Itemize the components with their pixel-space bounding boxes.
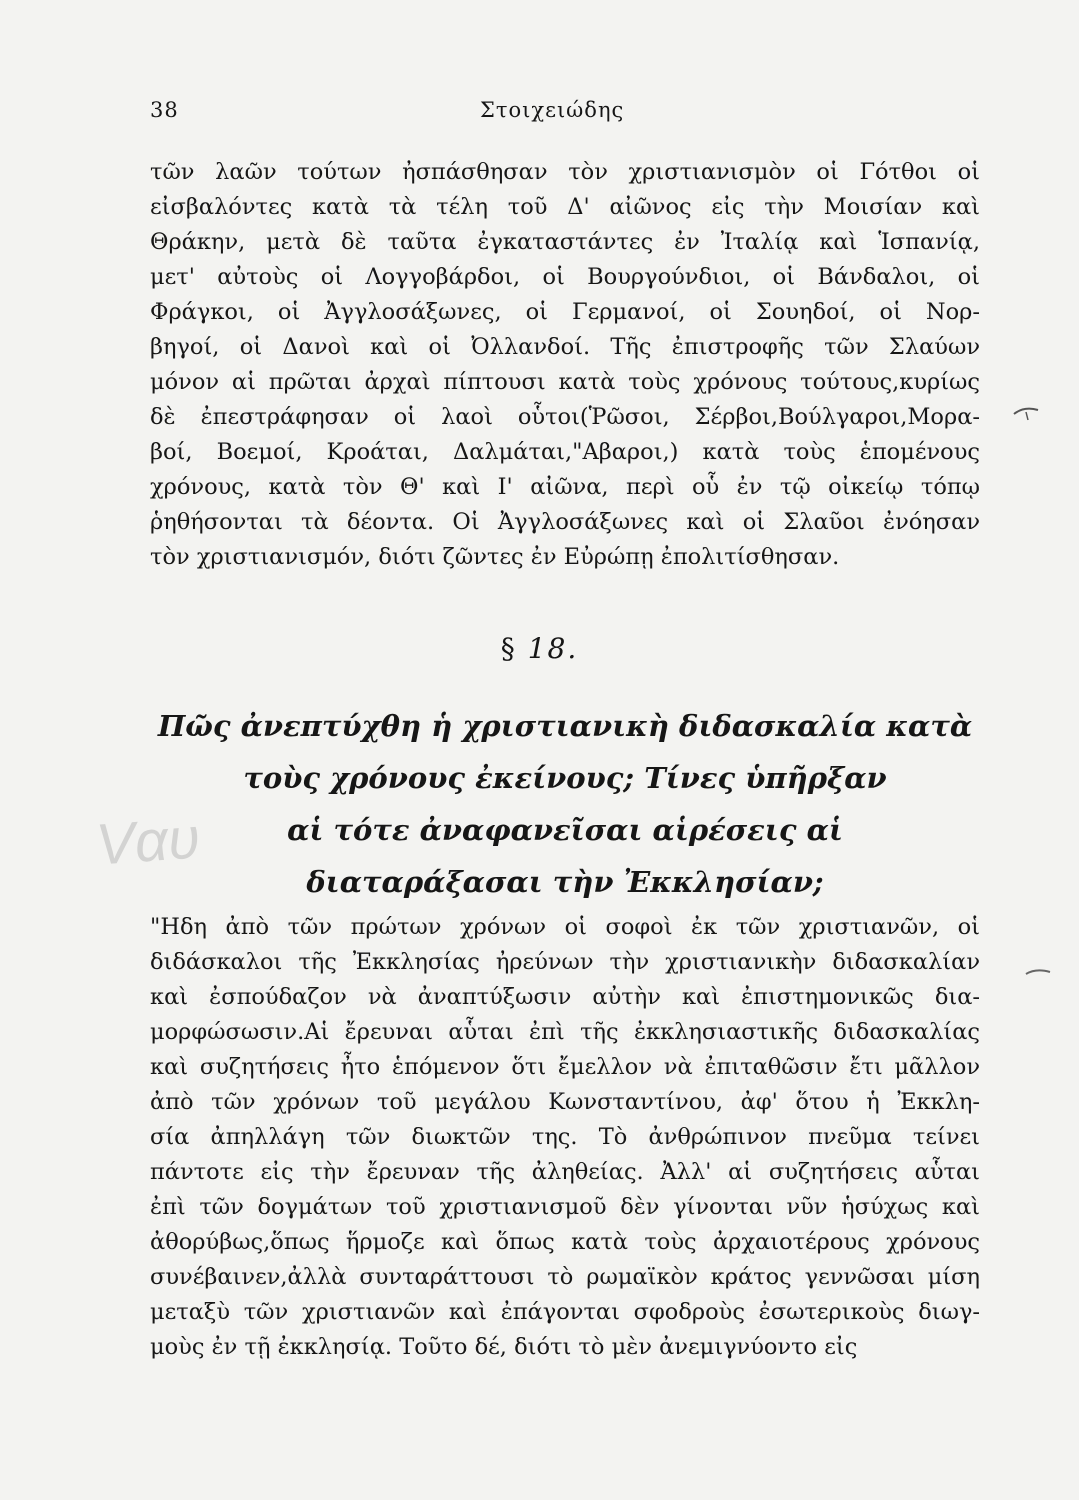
text-line: μόνον αἱ πρῶται ἀρχαὶ πίπτουσι κατὰ τοὺς χρόνους τούτους,κυρίως [150, 369, 980, 395]
paragraph-2 [150, 910, 980, 1365]
running-head [150, 98, 980, 128]
text-line: συνέβαινεν,ἀλλὰ συνταράττουσι τὸ ρωμαϊκὸν κράτος γεννῶσαι μίση [150, 1264, 980, 1290]
margin-scratch-mark [1024, 964, 1054, 984]
page-number: 38 [150, 98, 179, 122]
heading-line: διαταράξασαι τὴν Ἐκκλησίαν; [306, 865, 824, 899]
text-line: μοὺς ἐν τῇ ἐκκλησίᾳ. Τοῦτο δέ, διότι τὸ μὲν ἀνεμιγνύοντο εἰς [150, 1334, 858, 1360]
text-line: καὶ συζητήσεις ἦτο ἑπόμενον ὅτι ἔμελλον νὰ ἐπιταθῶσιν ἔτι μᾶλλον [150, 1054, 980, 1080]
text-line: μορφώσωσιν.Αἱ ἔρευναι αὗται ἐπὶ τῆς ἐκκλησιαστικῆς διδασκαλίας [150, 1019, 980, 1045]
paragraph-1 [150, 155, 980, 575]
section-sign: § [500, 632, 517, 665]
section-number [0, 632, 1079, 665]
text-line: τὸν χριστιανισμόν, διότι ζῶντες ἐν Εὐρώπῃ ἐπολιτίσθησαν. [150, 544, 840, 570]
text-line: ἐπὶ τῶν δογμάτων τοῦ χριστιανισμοῦ δὲν γίνονται νῦν ἡσύχως καὶ [150, 1194, 980, 1220]
margin-scratch-mark [1012, 402, 1042, 422]
running-title: Στοιχειώδης [480, 98, 625, 122]
text-line: "Ηδη ἀπὸ τῶν πρώτων χρόνων οἱ σοφοὶ ἐκ τῶν χριστιανῶν, οἱ [150, 914, 980, 940]
text-line: χρόνους, κατὰ τὸν Θ' καὶ Ι' αἰῶνα, περὶ οὗ ἐν τῷ οἰκείῳ τόπῳ [150, 474, 980, 500]
section-heading [150, 700, 980, 908]
text-line: βηγοί, οἱ Δανοὶ καὶ οἱ Ὀλλανδοί. Τῆς ἐπιστροφῆς τῶν Σλαύων [150, 334, 980, 360]
text-line: μεταξὺ τῶν χριστιανῶν καὶ ἐπάγονται σφοδροὺς ἐσωτερικοὺς διωγ- [150, 1299, 980, 1325]
text-line: μετ' αὐτοὺς οἱ Λογγοβάρδοι, οἱ Βουργούνδιοι, οἱ Βάνδαλοι, οἱ [150, 264, 980, 290]
text-line: βοί, Βοεμοί, Κροάται, Δαλμάται,"Αβαροι,) κατὰ τοὺς ἑπομένους [150, 439, 980, 465]
pencil-note: Vαυ [93, 805, 202, 878]
heading-line: Πῶς ἀνεπτύχθη ἡ χριστιανικὴ διδασκαλία κατὰ [157, 709, 973, 743]
text-line: πάντοτε εἰς τὴν ἔρευναν τῆς ἀληθείας. Ἀλλ' αἱ συζητήσεις αὗται [150, 1159, 980, 1185]
text-line: διδάσκαλοι τῆς Ἐκκλησίας ἠρεύνων τὴν χριστιανικὴν διδασκαλίαν [150, 949, 980, 975]
heading-line: τοὺς χρόνους ἐκείνους; Τίνες ὑπῆρξαν [243, 761, 887, 795]
text-line: καὶ ἐσπούδαζον νὰ ἀναπτύξωσιν αὐτὴν καὶ ἐπιστημονικῶς δια- [150, 984, 980, 1010]
text-line: δὲ ἐπεστράφησαν οἱ λαοὶ οὗτοι(Ῥῶσοι, Σέρβοι,Βούλγαροι,Μορα- [150, 404, 980, 430]
text-line: εἰσβαλόντες κατὰ τὰ τέλη τοῦ Δ' αἰῶνος εἰς τὴν Μοισίαν καὶ [150, 194, 980, 220]
text-line: τῶν λαῶν τούτων ἠσπάσθησαν τὸν χριστιανισμὸν οἱ Γότθοι οἱ [150, 159, 980, 185]
heading-line: αἱ τότε ἀναφανεῖσαι αἱρέσεις αἱ [287, 813, 843, 847]
text-line: Θράκην, μετὰ δὲ ταῦτα ἐγκαταστάντες ἐν Ἰταλίᾳ καὶ Ἱσπανίᾳ, [150, 229, 980, 255]
text-line: ἀθορύβως,ὅπως ἥρμοζε καὶ ὅπως κατὰ τοὺς ἀρχαιοτέρους χρόνους [150, 1229, 980, 1255]
text-line: ῥηθήσονται τὰ δέοντα. Οἱ Ἀγγλοσάξωνες καὶ οἱ Σλαῦοι ἐνόησαν [150, 509, 980, 535]
section-number-value: 18. [527, 632, 579, 665]
pencil-marginalia [94, 804, 202, 878]
text-line: σία ἀπηλλάγη τῶν διωκτῶν της. Τὸ ἀνθρώπινον πνεῦμα τείνει [150, 1124, 980, 1150]
text-line: Φράγκοι, οἱ Ἀγγλοσάξωνες, οἱ Γερμανοί, οἱ Σουηδοί, οἱ Νορ- [150, 299, 980, 325]
text-line: ἀπὸ τῶν χρόνων τοῦ μεγάλου Κωνσταντίνου, ἀφ' ὅτου ἡ Ἐκκλη- [150, 1089, 980, 1115]
